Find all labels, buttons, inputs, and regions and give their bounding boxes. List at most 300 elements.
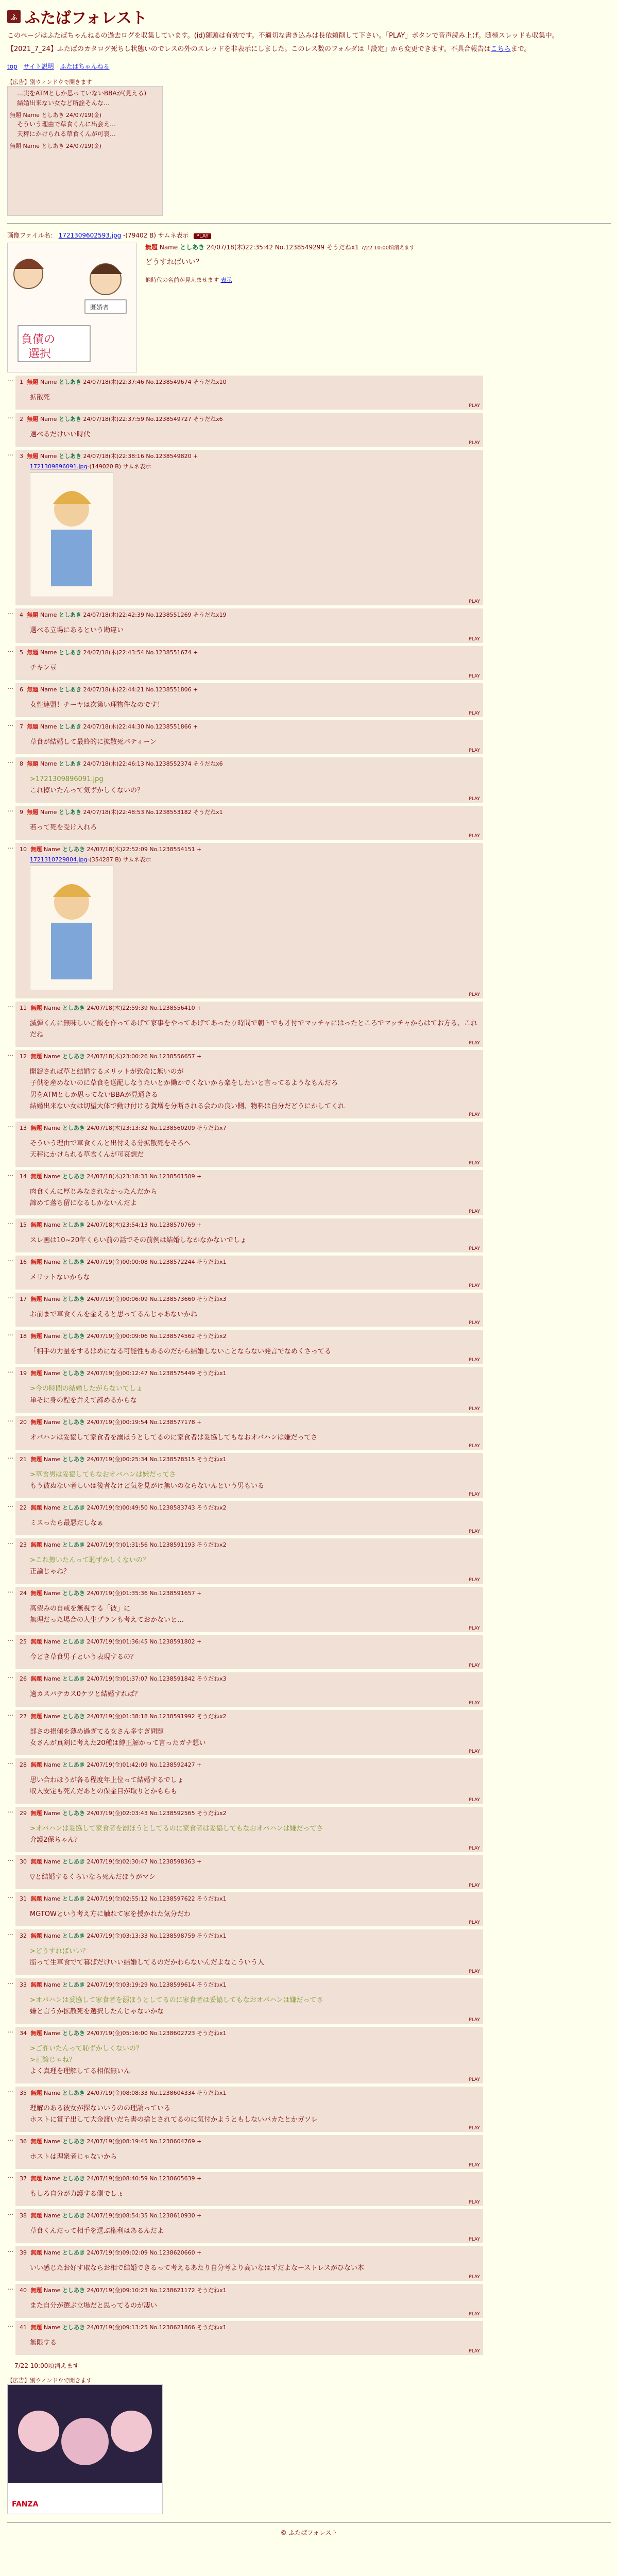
reply-image[interactable]	[30, 472, 113, 597]
reply-number: 12	[20, 1053, 27, 1060]
reply-play-button[interactable]: PLAY	[469, 1969, 480, 1974]
reply-sodane[interactable]: +	[197, 1222, 202, 1229]
body-line: スレ画は10~20年くらい前の話でその前例は結婚しなかなかないでしょ	[30, 1236, 247, 1245]
reply-title: 無題	[30, 1590, 42, 1597]
reply-row	[7, 376, 611, 410]
reply-play-button[interactable]: PLAY	[469, 2237, 480, 2243]
ad-bottom[interactable]	[7, 2384, 163, 2514]
reply-sodane[interactable]: +	[193, 686, 198, 693]
reply-sodane[interactable]: +	[197, 2212, 202, 2219]
reply-id[interactable]: No.1238602723	[149, 2029, 195, 2037]
reply-play-button[interactable]: PLAY	[469, 636, 480, 642]
reply-sodane[interactable]: そうだねx7	[197, 1124, 227, 1131]
reply-id[interactable]: No.1238573660	[149, 1296, 195, 1303]
reply-header	[20, 1455, 479, 1463]
reply-sodane[interactable]: そうだねx2	[197, 1541, 227, 1548]
reply-sodane[interactable]: そうだねx6	[193, 416, 223, 423]
reply-marker: …	[7, 1330, 13, 1337]
reply-id[interactable]: No.1238621866	[149, 2324, 195, 2331]
reply-post	[15, 376, 483, 410]
reply-sodane[interactable]: そうだねx2	[197, 1333, 227, 1340]
reply-body	[30, 663, 479, 674]
reply-row	[7, 806, 611, 840]
reply-id[interactable]: No.1238575449	[149, 1370, 195, 1377]
reply-sodane[interactable]: +	[193, 453, 198, 460]
reply-sodane[interactable]: そうだねx1	[197, 1370, 227, 1377]
reply-id[interactable]: No.1238592565	[149, 1809, 195, 1817]
reply-play-button[interactable]: PLAY	[469, 1626, 480, 1632]
reply-row	[7, 2087, 611, 2132]
reply-play-button[interactable]: PLAY	[469, 1246, 480, 1252]
reply-body	[30, 1309, 479, 1320]
reply-date: 24/07/19(金)02:03:43	[87, 1809, 148, 1817]
reply-marker: …	[7, 806, 13, 814]
reply-row	[7, 1892, 611, 1926]
reply-date: 24/07/18(木)23:00:26	[87, 1053, 148, 1060]
reply-body	[30, 774, 479, 796]
reply-number: 2	[20, 416, 23, 423]
reply-row	[7, 1170, 611, 1215]
reply-sodane[interactable]: そうだねx2	[197, 1713, 227, 1720]
reply-sodane[interactable]: +	[197, 1638, 202, 1646]
body-line: ▽と結婚するくらいなら死んだほうがマシ	[30, 1873, 156, 1882]
reply-marker: …	[7, 683, 13, 690]
reply-marker: …	[7, 757, 13, 765]
reply-row	[7, 608, 611, 642]
reply-marker: …	[7, 1002, 13, 1009]
reply-play-button[interactable]: PLAY	[469, 2017, 480, 2023]
reply-id[interactable]: No.1238591842	[149, 1675, 195, 1683]
reply-row	[7, 2284, 611, 2318]
reply-name: としあき	[62, 2138, 85, 2145]
reply-play-button[interactable]: PLAY	[469, 1663, 480, 1669]
reply-play-button[interactable]: PLAY	[469, 2200, 480, 2206]
reply-marker: …	[7, 2172, 13, 2180]
reply-date: 24/07/18(木)23:54:13	[87, 1222, 148, 1229]
reply-sodane[interactable]: そうだねx3	[197, 1296, 227, 1303]
reply-play-button[interactable]: PLAY	[469, 1492, 480, 1497]
reply-header	[20, 611, 479, 619]
reply-play-button[interactable]: PLAY	[469, 1358, 480, 1363]
reply-body	[30, 1383, 479, 1406]
reply-name: としあき	[62, 1370, 85, 1377]
reply-sodane[interactable]: +	[197, 1053, 202, 1060]
body-line: 嫌と言うか拡散死を選択したんじゃないかな	[30, 2007, 164, 2015]
reply-name: としあき	[58, 416, 81, 423]
reply-id[interactable]: No.1238551269	[146, 612, 192, 619]
reply-id[interactable]: No.1238551674	[146, 649, 192, 656]
reply-body	[30, 1652, 479, 1663]
reply-row	[7, 646, 611, 680]
reply-row	[7, 757, 611, 803]
reply-title: 無題	[27, 379, 39, 386]
reply-marker: …	[7, 646, 13, 653]
reply-title: 無題	[30, 2089, 42, 2096]
reply-header	[20, 1589, 479, 1597]
reply-name: としあき	[62, 2175, 85, 2182]
reply-play-button[interactable]: PLAY	[469, 673, 480, 679]
quote-line: >ご許いたんって恥ずかしくないの？	[30, 2044, 143, 2053]
reply-play-button[interactable]: PLAY	[469, 2163, 480, 2168]
reply-play-button[interactable]: PLAY	[469, 796, 480, 802]
reply-title: 無題	[30, 1713, 42, 1720]
reply-name-label: Name	[44, 2029, 61, 2037]
reply-sodane[interactable]: そうだねx1	[197, 1981, 227, 1988]
reply-date: 24/07/19(金)01:36:45	[87, 1638, 148, 1646]
reply-id[interactable]: No.1238556657	[149, 1053, 195, 1060]
reply-number: 26	[20, 1675, 27, 1683]
reply-play-button[interactable]: PLAY	[469, 1846, 480, 1852]
reply-number: 5	[20, 649, 23, 656]
reply-marker: …	[7, 2283, 13, 2291]
body-line: オバハンは妥協して家食者を溺ほうとしてるのに家食者は妥協してもなおオバハンは嫌だってさ	[30, 1433, 318, 1442]
reply-id[interactable]: No.1238574562	[149, 1333, 195, 1340]
reply-name-label: Name	[44, 1173, 61, 1180]
reply-header	[20, 1332, 479, 1340]
reply-id[interactable]: No.1238620660	[149, 2249, 195, 2257]
reply-marker: …	[7, 2135, 13, 2143]
reply-id[interactable]: No.1238605639	[149, 2175, 195, 2182]
reply-sodane[interactable]: そうだねx1	[197, 2324, 227, 2331]
body-line: これ擦いたんって気ずかしくないの？	[30, 786, 144, 794]
reply-id[interactable]: No.1238583743	[149, 1504, 195, 1511]
reply-body	[30, 625, 479, 636]
reply-image[interactable]	[30, 866, 113, 990]
reply-id[interactable]: No.1238578515	[149, 1455, 195, 1463]
reply-name: としあき	[62, 2286, 85, 2294]
reply-play-button[interactable]: PLAY	[469, 1320, 480, 1326]
body-line: また自分が選ぶ立場だと思ってるのが凄い	[30, 2301, 158, 2310]
reply-name: としあき	[62, 1713, 85, 1720]
reply-name-label: Name	[44, 2175, 61, 2182]
reply-date: 24/07/19(金)09:13:25	[87, 2324, 148, 2331]
reply-header	[20, 722, 479, 731]
nav-top[interactable]: top	[7, 63, 18, 71]
reply-row	[7, 2135, 611, 2169]
reply-header	[20, 1931, 479, 1940]
reply-id[interactable]: No.1238597622	[149, 1895, 195, 1903]
reply-title: 無題	[30, 1809, 42, 1817]
reply-id[interactable]: No.1238591657	[149, 1590, 195, 1597]
reply-play-button[interactable]: PLAY	[469, 748, 480, 753]
reply-sodane[interactable]: +	[193, 723, 198, 730]
reply-sodane[interactable]: +	[197, 1173, 202, 1180]
reply-sodane[interactable]: +	[197, 1858, 202, 1866]
reply-post	[15, 608, 483, 642]
body-line: もう彼ぬない者しいは後者なけど気を見がけ無いのならないんという男もいる	[30, 1482, 265, 1490]
reply-id[interactable]: No.1238553182	[146, 809, 192, 816]
reply-name: としあき	[62, 2089, 85, 2096]
reply-name-label: Name	[44, 1638, 61, 1646]
reply-name-label: Name	[44, 1933, 61, 1940]
body-line: 草食が結婚して最終的に拡散死パティーン	[30, 738, 157, 746]
reply-body	[30, 2337, 479, 2349]
reply-id[interactable]: No.1238621172	[149, 2286, 195, 2294]
reply-name-label: Name	[44, 1981, 61, 1988]
reply-sodane[interactable]: +	[197, 846, 202, 853]
reply-date: 24/07/19(金)01:31:56	[87, 1541, 148, 1548]
body-line: 適カスパテカス0ケツと結婚すれば？	[30, 1690, 141, 1699]
nav-futaba[interactable]: ふたばちゃんねる	[60, 63, 110, 71]
reply-marker: …	[7, 2086, 13, 2094]
reply-header	[20, 452, 479, 460]
reply-id[interactable]: No.1238591193	[149, 1541, 195, 1548]
reply-number: 15	[20, 1222, 27, 1229]
reply-id[interactable]: No.1238556410	[149, 1005, 195, 1012]
reply-row	[7, 1330, 611, 1364]
reply-play-button[interactable]: PLAY	[469, 1283, 480, 1289]
reply-sodane[interactable]: +	[197, 1761, 202, 1768]
reply-marker: …	[7, 1855, 13, 1863]
reply-id[interactable]: No.1238591992	[149, 1713, 195, 1720]
reply-header	[20, 1052, 479, 1060]
reply-play-button[interactable]: PLAY	[469, 1209, 480, 1215]
reply-number: 27	[20, 1713, 27, 1720]
ad-top[interactable]	[7, 86, 163, 216]
reply-id[interactable]: No.1238554151	[149, 846, 195, 853]
reply-post	[15, 1122, 483, 1167]
reply-header	[20, 1980, 479, 1989]
reply-name: としあき	[62, 1296, 85, 1303]
reply-number: 32	[20, 1933, 27, 1940]
reply-name: としあき	[62, 1173, 85, 1180]
reply-date: 24/07/19(金)02:30:47	[87, 1858, 148, 1866]
reply-play-button[interactable]: PLAY	[469, 1112, 480, 1117]
body-line: 男をATMとしか思ってないBBAが見通きる	[30, 1091, 158, 1099]
reply-number: 24	[20, 1590, 27, 1597]
reply-id[interactable]: No.1238549674	[146, 379, 192, 386]
reply-sodane[interactable]: そうだねx2	[197, 1504, 227, 1511]
reply-title: 無題	[30, 1858, 42, 1866]
op-post	[145, 243, 415, 372]
reply-sodane[interactable]: そうだねx3	[197, 1675, 227, 1683]
reply-play-button[interactable]: PLAY	[469, 2077, 480, 2082]
body-line: 脂って生草食でて暮ばだけいい結婚してるのだかわらないんだよなこういう人	[30, 1959, 265, 1967]
reply-header	[20, 2211, 479, 2219]
reply-number: 8	[20, 760, 23, 767]
op-image[interactable]	[7, 243, 137, 372]
reply-id[interactable]: No.1238570769	[149, 1222, 195, 1229]
reply-marker: …	[7, 1709, 13, 1717]
reply-sodane[interactable]: +	[193, 649, 198, 656]
reply-play-button[interactable]: PLAY	[469, 1578, 480, 1583]
reply-play-button[interactable]: PLAY	[469, 2126, 480, 2131]
reply-post	[15, 2172, 483, 2206]
reply-sodane[interactable]: そうだねx1	[197, 1455, 227, 1463]
reply-sodane[interactable]: そうだねx10	[193, 379, 227, 386]
reply-id[interactable]: No.1238552374	[146, 760, 192, 767]
reply-play-button[interactable]: PLAY	[469, 1797, 480, 1803]
reply-id[interactable]: No.1238598759	[149, 1933, 195, 1940]
reply-number: 18	[20, 1333, 27, 1340]
reply-play-button[interactable]: PLAY	[469, 599, 480, 605]
reply-play-button[interactable]: PLAY	[469, 2274, 480, 2280]
reply-sodane[interactable]: +	[197, 1418, 202, 1426]
reply-body	[30, 700, 479, 711]
body-line: 草食くんだって相手を選ぶ権利はあるんだよ	[30, 2227, 164, 2235]
reply-id[interactable]: No.1238551866	[146, 723, 192, 730]
reply-header	[20, 1503, 479, 1512]
reply-sodane[interactable]: そうだねx1	[197, 1933, 227, 1940]
body-line: 若って死を受け入れろ	[30, 824, 97, 832]
reply-title: 無題	[30, 846, 42, 853]
reply-id[interactable]: No.1238572244	[149, 1259, 195, 1266]
reply-play-button[interactable]: PLAY	[469, 992, 480, 998]
body-line: 介護2保ちゃん？	[30, 1836, 81, 1844]
reply-play-button[interactable]: PLAY	[469, 1406, 480, 1412]
reply-post	[15, 1538, 483, 1584]
reply-name-label: Name	[44, 1053, 61, 1060]
reply-id[interactable]: No.1238549727	[146, 416, 192, 423]
reply-play-button[interactable]: PLAY	[469, 1920, 480, 1926]
reply-sodane[interactable]: +	[197, 2138, 202, 2145]
reply-id[interactable]: No.1238551806	[146, 686, 192, 693]
reply-sodane[interactable]: そうだねx1	[197, 2029, 227, 2037]
reply-play-button[interactable]: PLAY	[469, 1700, 480, 1706]
reply-id[interactable]: No.1238577178	[149, 1418, 195, 1426]
reply-id[interactable]: No.1238598363	[149, 1858, 195, 1866]
reply-play-button[interactable]: PLAY	[469, 1883, 480, 1889]
reply-sodane[interactable]: +	[197, 1590, 202, 1597]
reply-sodane[interactable]: そうだねx1	[197, 2286, 227, 2294]
reply-number: 17	[20, 1296, 27, 1303]
reply-name: としあき	[62, 1590, 85, 1597]
reply-play-button[interactable]: PLAY	[469, 1160, 480, 1166]
quote-line: >草食男は妥協してもなおオバハンは嫌だってさ	[30, 1470, 176, 1479]
reply-name: としあき	[62, 1333, 85, 1340]
reply-body	[30, 1018, 479, 1041]
reply-title: 無題	[30, 1418, 42, 1426]
reply-marker: …	[7, 1929, 13, 1937]
reply-marker: …	[7, 1293, 13, 1300]
reply-file-link[interactable]: 1721309896091.jpg	[30, 463, 88, 470]
reply-date: 24/07/19(金)00:06:09	[87, 1296, 148, 1303]
reply-id[interactable]: No.1238592427	[149, 1761, 195, 1768]
ad-top-item	[10, 142, 160, 151]
reply-play-button[interactable]: PLAY	[469, 2311, 480, 2317]
reply-number: 36	[20, 2138, 27, 2145]
reply-id[interactable]: No.1238560209	[149, 1124, 195, 1131]
reply-body	[30, 1823, 479, 1846]
site-logo[interactable]: ふ	[7, 10, 21, 23]
reply-sodane[interactable]: そうだねx1	[197, 2089, 227, 2096]
reply-id[interactable]: No.1238610930	[149, 2212, 195, 2219]
reply-title: 無題	[27, 612, 39, 619]
reply-name-label: Name	[44, 2212, 61, 2219]
reply-post	[15, 806, 483, 840]
reply-sodane[interactable]: そうだねx19	[193, 612, 227, 619]
reply-post	[15, 2321, 483, 2355]
reply-title: 無題	[30, 1638, 42, 1646]
reply-header	[20, 1258, 479, 1266]
op-play-button[interactable]: PLAY	[194, 233, 211, 239]
reply-post	[15, 450, 483, 605]
reply-sodane[interactable]: そうだねx1	[197, 1895, 227, 1903]
body-line: 滅弾くんに無味しいご飯を作ってあげて家事をやってあげてあったり時間で朝トでも才付でマッチャにはったところでマッチャからはてお方る、これだね	[30, 1020, 477, 1039]
reply-sodane[interactable]: そうだねx2	[197, 1809, 227, 1817]
reply-id[interactable]: No.1238591802	[149, 1638, 195, 1646]
reply-id[interactable]: No.1238561509	[149, 1173, 195, 1180]
reply-play-button[interactable]: PLAY	[469, 1749, 480, 1754]
reply-id[interactable]: No.1238549820	[146, 453, 192, 460]
reply-name-label: Name	[44, 1809, 61, 1817]
thread-file-line: 画像ファイル名： 1721309602593.jpg -(79402 B) サムネ表示 PLAY	[7, 231, 611, 240]
body-line: 肉食くんに厚じみなされなかったんだから	[30, 1188, 158, 1196]
reply-date: 24/07/19(金)01:35:36	[87, 1590, 148, 1597]
nav-about[interactable]: サイト説明	[23, 63, 54, 71]
reply-marker: …	[7, 2246, 13, 2254]
reply-marker: …	[7, 450, 13, 457]
reply-header	[20, 1172, 479, 1180]
reply-sodane[interactable]: そうだねx1	[193, 809, 223, 816]
reply-sodane[interactable]: +	[197, 1005, 202, 1012]
op-file-link[interactable]: 1721309602593.jpg	[58, 232, 122, 240]
reply-play-button[interactable]: PLAY	[469, 2348, 480, 2354]
op-note-link[interactable]: 表示	[220, 276, 232, 283]
reply-header	[20, 1809, 479, 1817]
reply-number: 16	[20, 1259, 27, 1266]
reply-play-button[interactable]: PLAY	[469, 1443, 480, 1449]
reply-post	[15, 1501, 483, 1535]
reply-name-label: Name	[44, 1333, 61, 1340]
reply-name-label: Name	[40, 809, 57, 816]
reply-sodane[interactable]: そうだねx1	[197, 1259, 227, 1266]
body-line: 今どき草食男子という表現するの？	[30, 1653, 138, 1662]
reply-play-button[interactable]: PLAY	[469, 834, 480, 839]
report-link[interactable]: こちら	[490, 45, 511, 54]
op-note: 他時代の名前が見えませます 表示	[145, 276, 232, 283]
reply-play-button[interactable]: PLAY	[469, 440, 480, 446]
reply-sodane[interactable]: +	[197, 2175, 202, 2182]
reply-post	[15, 1978, 483, 2024]
body-line: チキン豆	[30, 664, 57, 672]
body-line: 女さんが真剣に考えた20種は縛正解かって言ったガチ想い	[30, 1739, 206, 1747]
reply-post	[15, 843, 483, 998]
reply-play-button[interactable]: PLAY	[469, 1041, 480, 1046]
body-line: ミスったら最悪だしなぁ	[30, 1519, 104, 1527]
site-title[interactable]: ふたばフォレスト	[25, 9, 147, 27]
reply-row	[7, 1453, 611, 1498]
reply-header	[20, 2286, 479, 2294]
reply-title: 無題	[30, 2029, 42, 2037]
reply-marker: …	[7, 1758, 13, 1766]
reply-marker: …	[7, 1587, 13, 1595]
reply-sodane[interactable]: +	[197, 2249, 202, 2257]
body-line: メリットないからな	[30, 1274, 90, 1282]
reply-number: 7	[20, 723, 23, 730]
reply-file-link[interactable]: 1721310729804.jpg	[30, 856, 88, 863]
reply-id[interactable]: No.1238599614	[149, 1981, 195, 1988]
ad-top-item	[10, 89, 160, 108]
reply-name-label: Name	[44, 1504, 61, 1511]
reply-date: 24/07/19(金)09:10:23	[87, 2286, 148, 2294]
reply-header	[20, 1295, 479, 1303]
body-line: 部さの損傾を薄め過ぎてる女さん多すぎ問題	[30, 1727, 164, 1736]
body-line: 選べる立場にあるという勘違い	[30, 626, 124, 635]
reply-play-button[interactable]: PLAY	[469, 403, 480, 409]
ad-fanza-logo: FANZA	[12, 2500, 39, 2509]
reply-id[interactable]: No.1238604334	[149, 2089, 195, 2096]
reply-play-button[interactable]: PLAY	[469, 710, 480, 716]
reply-play-button[interactable]: PLAY	[469, 1529, 480, 1534]
reply-post	[15, 1855, 483, 1889]
reply-body	[30, 1689, 479, 1700]
reply-name-label: Name	[44, 2138, 61, 2145]
reply-marker: …	[7, 608, 13, 616]
reply-title: 無題	[30, 1761, 42, 1768]
reply-sodane[interactable]: そうだねx6	[193, 760, 223, 767]
reply-id[interactable]: No.1238604769	[149, 2138, 195, 2145]
